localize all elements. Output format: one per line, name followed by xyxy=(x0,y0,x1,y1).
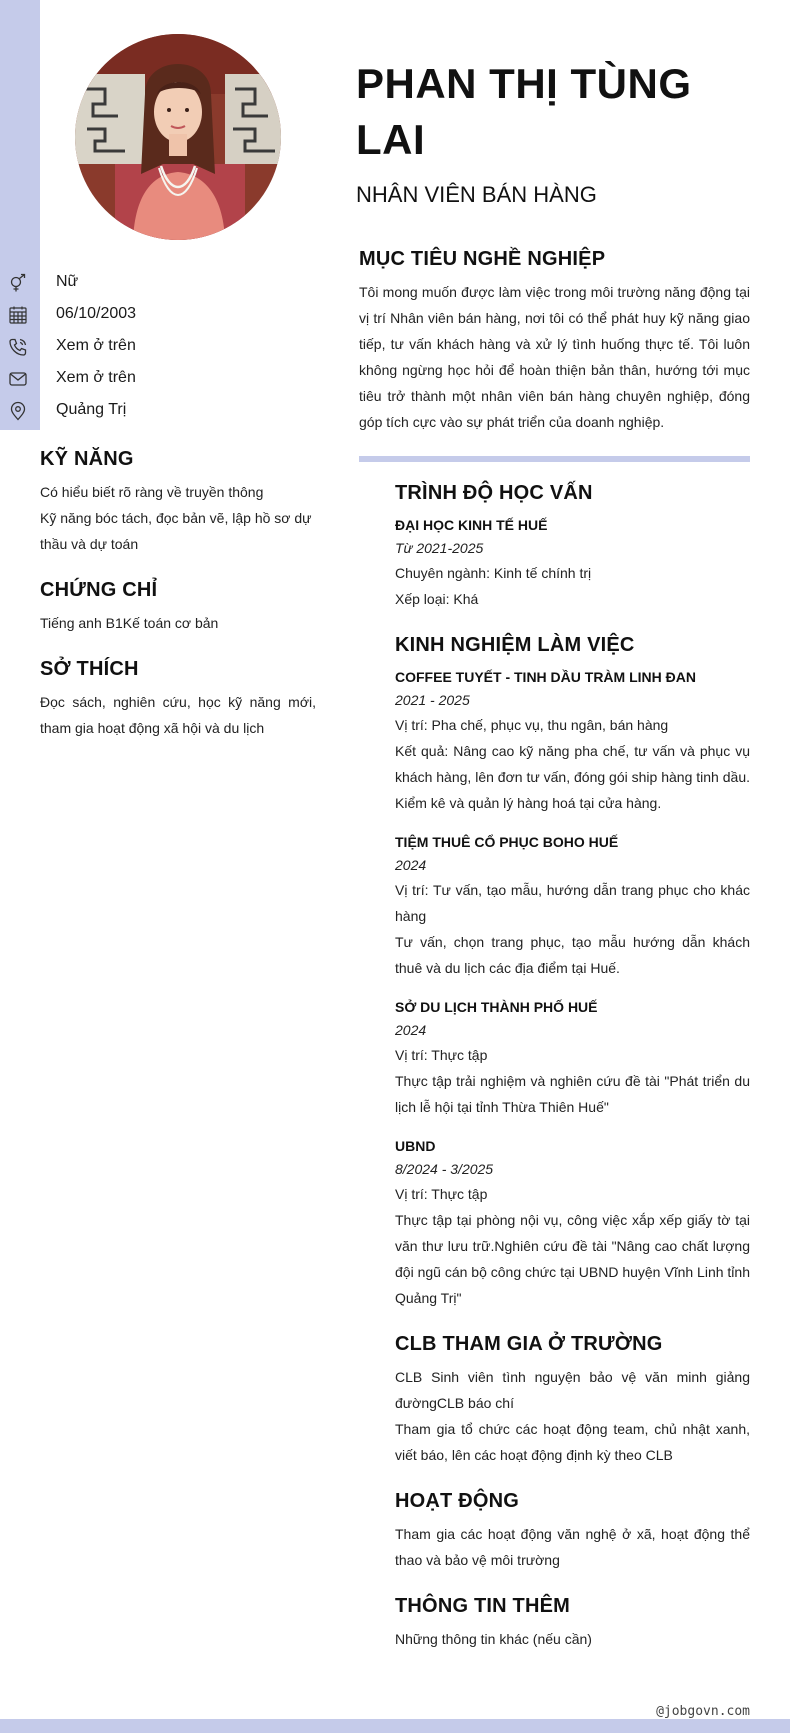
education-time: Từ 2021-2025 xyxy=(395,540,484,556)
phone-icon xyxy=(8,337,28,357)
experience-detail: Thực tập trải nghiệm và nghiên cứu đề tài "Phát triển du lịch lễ hội tại tỉnh Thừa Thiên Huế" xyxy=(395,1073,750,1115)
experience-detail: Thực tập tại phòng nội vụ, công việc xắp xếp giấy tờ tại văn thư lưu trữ.Nghiên cứu đề tài "Nâng cao chất lượng đội ngũ cán bộ công chức tại UBND huyện Vĩnh Linh tỉnh Quảng Trị" xyxy=(395,1212,750,1306)
objective-text: Tôi mong muốn được làm việc trong môi trường năng động tại vị trí Nhân viên bán hàng, nơi tôi có thể phát huy kỹ năng giao tiếp, tư vấn khách hàng và xử lý tình huống thực tế. Tôi luôn không ngừng học hỏi để hoàn thiện bản thân, hướng tới mục tiêu trở thành một nhân viên bán hàng chuyên nghiệp, đóng góp tích cực vào sự phát triển của doanh nghiệp. xyxy=(359,284,750,430)
contact-info xyxy=(0,266,330,426)
additional-info-title: THÔNG TIN THÊM xyxy=(395,1595,571,1617)
hobbies-title: SỞ THÍCH xyxy=(40,658,139,680)
experience-position: Vị trí: Thực tập xyxy=(395,1047,488,1063)
additional-info-section xyxy=(395,1595,750,1652)
experience-company: UBND xyxy=(395,1138,436,1154)
objective-section xyxy=(359,248,750,435)
activities-text: Tham gia các hoạt động văn nghệ ở xã, hoạt động thể thao và bảo vệ môi trường xyxy=(395,1526,750,1568)
experience-detail: Kết quả: Nâng cao kỹ năng pha chế, tư vấn và phục vụ khách hàng, lên đơn tư vấn, đóng gói ship hàng tinh dầu. Kiểm kê và quản lý hàng hoá tại cửa hàng. xyxy=(395,743,750,811)
birthday-text: 06/10/2003 xyxy=(56,305,137,322)
education-section xyxy=(395,482,750,612)
location-pin-icon xyxy=(8,401,28,421)
phone-text: Xem ở trên xyxy=(56,337,136,354)
experience-position: Vị trí: Pha chế, phục vụ, thu ngân, bán hàng xyxy=(395,717,669,733)
experience-company: COFFEE TUYẾT - TINH DẦU TRÀM LINH ĐAN xyxy=(395,669,696,685)
activities-section xyxy=(395,1490,750,1573)
experience-company: SỞ DU LỊCH THÀNH PHỐ HUẾ xyxy=(395,999,598,1015)
job-title: NHÂN VIÊN BÁN HÀNG xyxy=(356,182,597,207)
gender-icon xyxy=(8,273,28,293)
address-text: Quảng Trị xyxy=(56,401,127,418)
experience-section xyxy=(395,634,750,1311)
education-grade: Xếp loại: Khá xyxy=(395,591,479,607)
hobbies-text: Đọc sách, nghiên cứu, học kỹ năng mới, tham gia hoạt động xã hội và du lịch xyxy=(40,694,316,736)
experience-time: 8/2024 - 3/2025 xyxy=(395,1161,494,1177)
certificates-text: Tiếng anh B1Kế toán cơ bản xyxy=(40,615,219,631)
contact-email xyxy=(0,362,330,394)
experience-title: KINH NGHIỆM LÀM VIỆC xyxy=(395,634,635,656)
activities-title: HOẠT ĐỘNG xyxy=(395,1490,520,1512)
education-major: Chuyên ngành: Kinh tế chính trị xyxy=(395,565,592,581)
candidate-name: PHAN THỊ TÙNG LAI xyxy=(356,60,692,163)
experience-time: 2024 xyxy=(395,1022,427,1038)
experience-position: Vị trí: Thực tập xyxy=(395,1186,488,1202)
education-title: TRÌNH ĐỘ HỌC VẤN xyxy=(395,482,593,504)
bottom-accent-strip xyxy=(0,1719,790,1733)
clubs-section xyxy=(395,1333,750,1468)
experience-entry xyxy=(395,1134,750,1311)
right-column xyxy=(395,482,750,1674)
school-name: ĐẠI HỌC KINH TẾ HUẾ xyxy=(395,517,548,533)
contact-address xyxy=(0,394,330,426)
certificates-section xyxy=(40,579,316,636)
gender-text: Nữ xyxy=(56,273,79,290)
objective-title: MỤC TIÊU NGHỀ NGHIỆP xyxy=(359,248,606,270)
skill-item: Kỹ năng bóc tách, đọc bản vẽ, lập hồ sơ dự thầu và dự toán xyxy=(40,510,312,552)
mail-icon xyxy=(8,369,28,389)
clubs-names: CLB Sinh viên tình nguyện bảo vệ văn minh giảng đườngCLB báo chí xyxy=(395,1369,750,1411)
skill-item: Có hiểu biết rõ ràng về truyền thông xyxy=(40,484,264,500)
additional-info-text: Những thông tin khác (nếu cần) xyxy=(395,1631,592,1647)
watermark-text: @jobgovn.com xyxy=(656,1704,750,1719)
experience-entry xyxy=(395,665,750,816)
experience-entry xyxy=(395,995,750,1120)
clubs-detail: Tham gia tổ chức các hoạt động team, chủ nhật xanh, viết báo, lên các hoạt động định kỳ theo CLB xyxy=(395,1421,750,1463)
experience-time: 2021 - 2025 xyxy=(395,692,470,708)
skills-section xyxy=(40,448,316,557)
clubs-title: CLB THAM GIA Ở TRƯỜNG xyxy=(395,1333,663,1355)
hobbies-section xyxy=(40,658,316,741)
calendar-icon xyxy=(8,305,28,325)
experience-entry xyxy=(395,830,750,981)
contact-phone xyxy=(0,330,330,362)
left-column xyxy=(40,448,316,763)
section-divider xyxy=(359,456,750,462)
profile-photo-illustration xyxy=(75,34,281,240)
experience-company: TIỆM THUÊ CỔ PHỤC BOHO HUẾ xyxy=(395,834,619,850)
email-text: Xem ở trên xyxy=(56,369,136,386)
skills-title: KỸ NĂNG xyxy=(40,448,134,470)
profile-photo xyxy=(75,34,281,240)
experience-detail: Tư vấn, chọn trang phục, tạo mẫu hướng dẫn khách thuê và du lịch các địa điểm tại Huế. xyxy=(395,934,750,976)
experience-time: 2024 xyxy=(395,857,427,873)
certificates-title: CHỨNG CHỈ xyxy=(40,579,158,601)
experience-position: Vị trí: Tư vấn, tạo mẫu, hướng dẫn trang phục cho khác hàng xyxy=(395,882,750,924)
contact-birthday xyxy=(0,298,330,330)
contact-gender xyxy=(0,266,330,298)
